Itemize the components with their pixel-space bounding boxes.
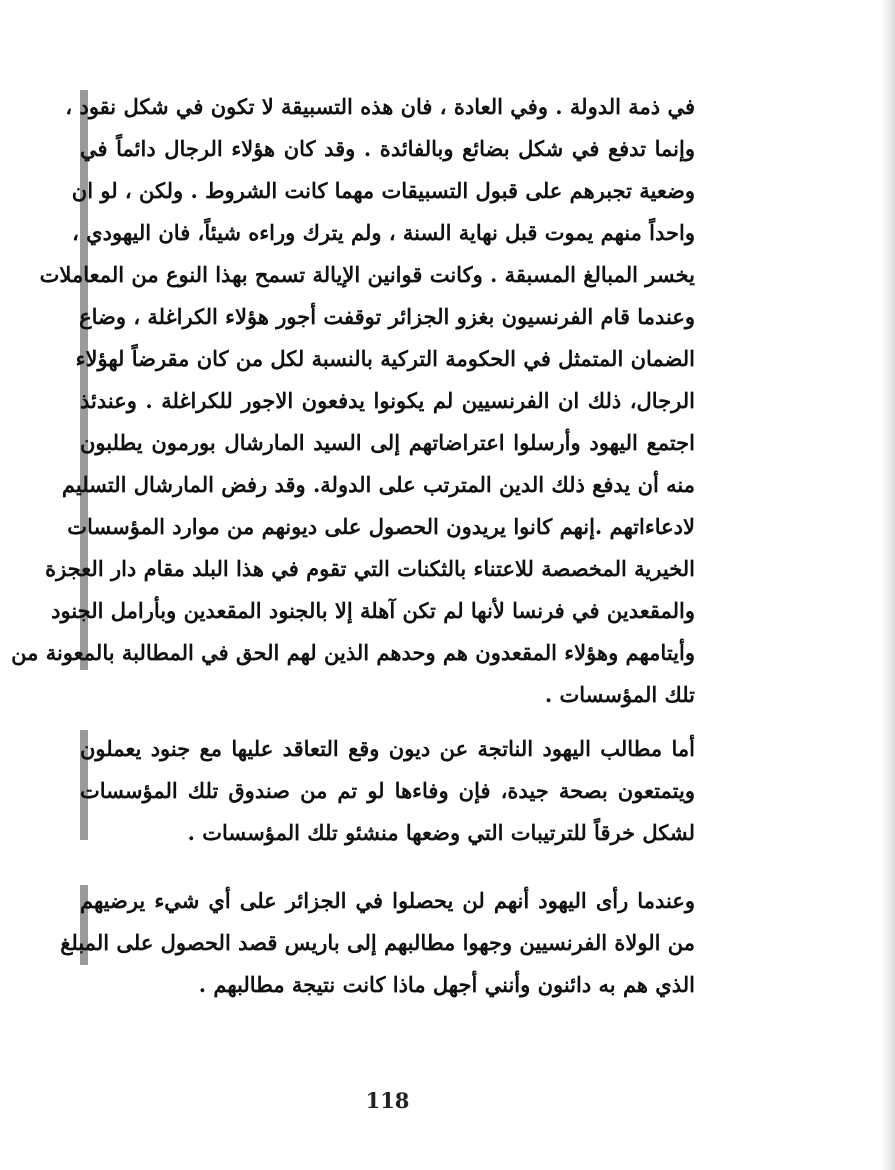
text-line: وعندما قام الفرنسيون بغزو الجزائر توقفت أجور هؤلاء الكراغلة ، وضاع — [79, 304, 695, 329]
scan-edge-shadow — [881, 0, 895, 1170]
text-line: منه أن يدفع ذلك الدين المترتب على الدولة. وقد رفض المارشال التسليم — [61, 472, 695, 497]
page-number: 118 — [365, 1088, 410, 1113]
text-line: تلك المؤسسات . — [544, 682, 695, 707]
text-line: واحداً منهم يموت قبل نهاية السنة ، ولم يترك وراءه شيئاً، فان اليهودي ، — [72, 220, 695, 245]
text-line: يخسر المبالغ المسبقة . وكانت قوانين الإيالة تسمح بهذا النوع من المعاملات — [39, 262, 695, 287]
text-line: لشكل خرقاً للترتيبات التي وضعها منشئو تلك المؤسسات . — [187, 820, 695, 845]
text-line: لادعاءاتهم .إنهم كانوا يريدون الحصول على ديونهم من موارد المؤسسات — [67, 514, 695, 539]
text-line: من الولاة الفرنسيين وجهوا مطالبهم إلى باريس قصد الحصول على المبلغ — [60, 930, 695, 955]
text-line: اجتمع اليهود وأرسلوا اعتراضاتهم إلى السيد المارشال بورمون يطلبون — [80, 430, 695, 455]
text-line: وإنما تدفع في شكل بضائع وبالفائدة . وقد كان هؤلاء الرجال دائماً في — [80, 136, 695, 161]
paragraph-2 — [80, 728, 695, 854]
paragraph-3 — [60, 880, 695, 1006]
text-line: في ذمة الدولة . وفي العادة ، فان هذه التسبيقة لا تكون في شكل نقود ، — [65, 94, 695, 119]
text-line: أما مطالب اليهود الناتجة عن ديون وقع التعاقد عليها مع جنود يعملون — [80, 736, 695, 761]
text-line: وضعية تجبرهم على قبول التسبيقات مهما كانت الشروط . ولكن ، لو ان — [71, 178, 695, 203]
text-line: الذي هم به دائنون وأنني أجهل ماذا كانت نتيجة مطالبهم . — [198, 972, 695, 997]
text-line: الضمان المتمثل في الحكومة التركية بالنسبة لكل من كان مقرضاً لهؤلاء — [75, 346, 695, 371]
text-line: الرجال، ذلك ان الفرنسيين لم يكونوا يدفعون الاجور للكراغلة . وعندئذ — [80, 388, 695, 413]
paragraph-1 — [11, 86, 695, 716]
text-line: والمقعدين في فرنسا لأنها لم تكن آهلة إلا بالجنود المقعدين وبأرامل الجنود — [51, 598, 695, 623]
text-line: وعندما رأى اليهود أنهم لن يحصلوا في الجزائر على أي شيء يرضيهم — [80, 888, 695, 913]
text-line: وأيتامهم وهؤلاء المقعدون هم وحدهم الذين لهم الحق في المطالبة بالمعونة من — [11, 640, 695, 665]
text-line: الخيرية المخصصة للاعتناء بالثكنات التي تقوم في هذا البلد مقام دار العجزة — [45, 556, 695, 581]
text-line: ويتمتعون بصحة جيدة، فإن وفاءها لو تم من صندوق تلك المؤسسات — [80, 778, 695, 803]
